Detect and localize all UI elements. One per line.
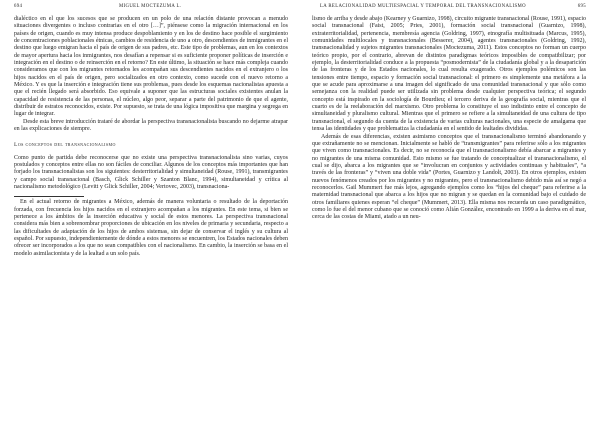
body-paragraph: Desde esta breve introducción trataré de abordar la perspectiva transnacionalista buscando no dejarme atrapar en las explicaciones de siempre.	[14, 118, 288, 133]
left-body	[14, 16, 288, 258]
right-body	[312, 16, 586, 222]
body-paragraph: Además de esas diferencias, existen asimismo conceptos que el transnacionalismo terminó abandonando y que extrañamente no se mencionan. Inicialmente se habló de “transmigrantes” para referirse sólo a los migrantes que viven como transnacionales. Es decir, no se reconocía que el transnacionalismo debía abarcar a migrantes y no migrantes de una misma comunidad. Esto mismo se fue tratando de conceptualizar el transnacionalismo, el cual se dijo, abarca a los migrantes que se “involucran en conjuntos y actividades continuas y habituales”, “a través de las fronteras” y “viven una doble vida” (Portes, Guarnizo y Landolt, 2003). En otros ejemplos, existen nuevos fenómenos creados por los migrantes y no migrantes, pero el transnacionalismo debido más así se negó a reconocerlos. Gail Mummert fue más lejos, agregando ejemplos como los “hijos del cheque” para referirse a la maternidad transnacional que abarca a los hijos que no migran y se quedan en la comunidad bajo el cuidado de otros familiares quienes esperan “el cheque” (Mummert, 2013). Ella misma nos recuerda un caso paradigmático, como lo fue el del menor cubano que se conoció como Alián González, encontrado en 1999 a la deriva en el mar, cerca de las costas de Miami, atado a un neu-	[312, 133, 586, 221]
right-page	[300, 0, 600, 431]
footnote: En el actual retorno de migrantes a México, además de manera voluntaria o resultado de la deportación forzada, con frecuencia los hijos nacidos en el extranjero acompañan a los migrantes. En este tema, si bien se pertenece a los ámbitos de la inserción educativa y social de estos menores. La perspectiva transnacional considera más bien a sobrenombrar proporciones de ubicación en los niveles de primaria y secundaria, respecto a las dificultades de adaptación de los hijos de ambos sistemas, sin dejar de conservar el inglés y su cultura al español. Por supuesto, independientemente de dónde a estos menores se encuentren, los Estados nacionales deben ofrecer ser incorporados a los que no sean compatibles con el nacionalismo. En cambio, la inserción se basa en el modelo asimilacionista y de la lealtad a un solo país.	[14, 199, 288, 257]
body-paragraph: lismo de arriba y desde abajo (Kearney y Guarnizo, 1998), circuito migrante transnacional (Rouse, 1991), espacio social transnacional (Faist, 2005; Pries, 2001), formación social transnacional (Guarnizo, 1998), extraterritorialidad, pertenencia, membresía agencia (Goldring, 1997), etnografía multisituada (Marcus, 1995), comunidades multilocales y transnacionales (Besserer, 2004), agentes transnacionales (Goldring, 1992), transnacionalidad y sujetos migrantes transnacionales (Moctezuma, 2011). Estos conceptos no forman un cuerpo teórico propio, por el contrario, abrevan de distintos paradigmas teóricos imposibles de compatibilizar; por ejemplo, la desterritorialidad conduce a la propuesta “posmodernista” de la ciudadanía global y a la desaparición de las fronteras y de los Estados nacionales, lo cual resulta exagerado. Otros ejemplos polémicos son las tensiones entre tiempo, espacio y formación social transnacional: el primero es simplemente una metáfora a la que se acude para aproximarse a una imagen del significado de una comunidad transnacional y que sólo como semejanza con la realidad puede ser utilizada sin problema desde cualquier perspectiva teórica; el segundo concepto está inspirado en la sociología de Bourdieu; el tercero deriva de la geografía social, mientras que el cuarto es de la reelaboración del marxismo. Otro problema lo constituye el uso indistinto entre el concepto de simultaneidad y pluralismo cultural. Mientras que el primero se refiere a la simultaneidad de una cultura de tipo transnacional, el segundo da cuenta de la existencia de varias culturas nacionales, una especie de amalgama que tensa las identidades y que problematiza la ciudadanía en el sentido de lealtades divididas.	[312, 16, 586, 133]
author-running-head: MIGUEL MOCTEZUMA L.	[118, 4, 182, 9]
footnote-divider	[14, 196, 84, 197]
page-number-left: 694	[14, 4, 23, 9]
left-running-head	[14, 4, 288, 13]
page-number-right: 695	[577, 4, 586, 9]
body-paragraph: dialéctico en el que los sucesos que se producen en un polo de una relación distante provocan a menudo situaciones divergentes o incluso contrarias en el otro […]”, piénsese como la migración internacional en los países de origen, cuando es muy intensa produce despoblamiento y en los de destino hace posible el surgimiento de concentraciones poblacionales étnicas, cambios de residencia de uno a otro, descendientes de inmigrantes en el destino que luego emigran hacia el país de origen de sus padres, etc. Este tipo de problemas, aun en los contextos de mayor apertura hacia los inmigrantes, nos desafían a repensar si es suficiente proponer políticas de inserción e integración en el destino o de reinserción en el retorno? En este último, la situación se hace más compleja cuando consideramos que con los migrantes retornados les acompañan sus descendientes nacidos en el extranjero o los hijos nacidos en el país de origen, pero socializados en otro contexto, como sucede con el nuevo retorno a México. Y es que la inserción e integración tiene sus problemas, pues desde los esquemas nacionalistas apuesta a que el recién llegado será absorbido. Eso equivale a suponer que las estructuras sociales existentes anulan la capacidad de resistencia de las personas, el núcleo, algo peor, separar a parte del patrimonio de que el agente, distribuir de estratos reconocidos, existe. Por supuesto, se trata de una lógica impositiva que margina y segrega en lugar de integrar.	[14, 16, 288, 118]
section-paragraph: Como punto de partida debe reconocerse que no existe una perspectiva transnacionalista sino varias, cuyos postulados y conceptos entre ellas no son fáciles de conciliar. Algunos de los conceptos más importantes que han forjado los transnacionalistas son los siguientes: desterritorialidad y simultaneidad (Rouse, 1991), transmigrantes y campo social transnacional (Basch, Glick Schiller y Szanton Blanc, 1994), simultaneidad y crítica al nacionalismo metodológico (Levitt y Glick Schiller, 2004; Vertovec, 2003), transnaciona-	[14, 154, 288, 190]
right-running-head	[312, 4, 586, 13]
chapter-running-head: LA RELACIONALIDAD MULTIESPACIAL Y TEMPORAL DEL TRANSNACIONALISMO	[320, 4, 526, 9]
section-heading: Los conceptos del transnacionalismo	[14, 141, 116, 148]
